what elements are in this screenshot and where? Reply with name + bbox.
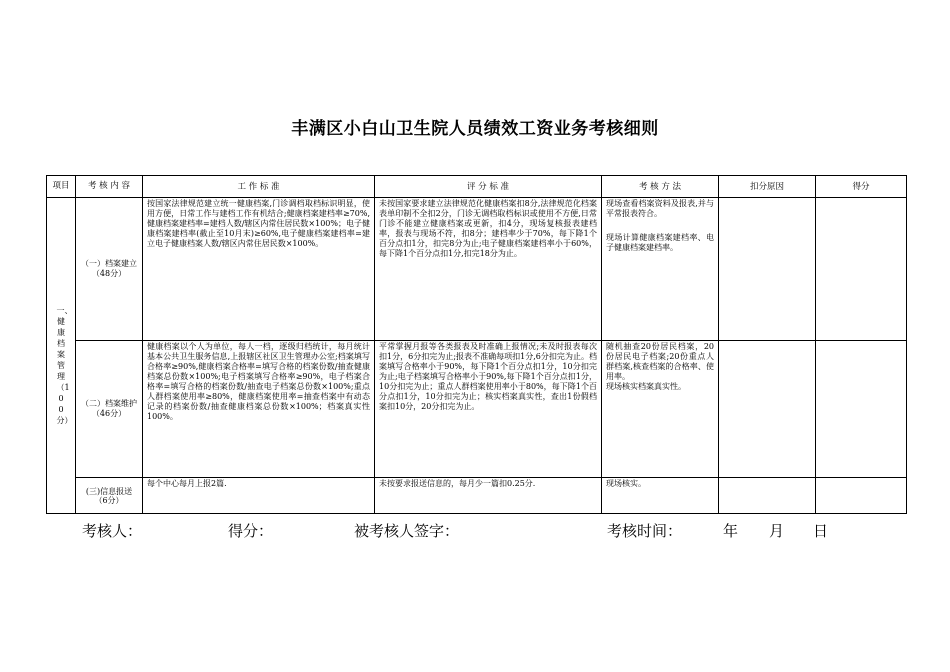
deduct-reason-cell[interactable] (719, 341, 816, 478)
scoring-cell: 未按要求报送信息的，每月少一篇扣0.25分. (375, 478, 602, 514)
content-cell: (三)信息报送（6分） (76, 478, 143, 514)
header-scoring: 评 分 标 准 (375, 176, 602, 198)
header-score: 得分 (816, 176, 907, 198)
method-text: 现场查看档案资料及报表,并与平常报表符合。 (606, 199, 714, 218)
deduct-reason-cell[interactable] (719, 478, 816, 514)
score-cell[interactable] (816, 198, 907, 341)
scoring-cell: 平常掌握月报等各类报表及时准确上报情况;未及时报表每次扣1分，6分扣完为止;报表不准确每项扣1分,6分扣完为止。档案填写合格率小于90%，每下降1个百分点扣1分，10分扣完为止;电子档案填写合格率小于90%,每下降1个百分点扣1分，10分扣完为止；重点人群档案使用率小于80%，每下降1个百分点扣1分，10分扣完为止；核实档案真实性，查出1份假档案扣10分，20分扣完为止。 (375, 341, 602, 478)
assessee-signature-label: 被考核人签字： (354, 522, 460, 540)
header-method: 考 核 方 法 (602, 176, 719, 198)
score-cell[interactable] (816, 341, 907, 478)
content-cell: （一）档案建立（48分） (76, 198, 143, 341)
category-cell (47, 198, 76, 514)
method-text: 现场核实。 (606, 479, 646, 488)
header-standard: 工 作 标 准 (143, 176, 375, 198)
method-cell (602, 478, 719, 514)
assessment-table (46, 175, 907, 514)
table-row (47, 341, 907, 478)
year-label: 年 (723, 522, 739, 540)
assessor-label: 考核人： (82, 522, 143, 540)
table-row (47, 198, 907, 341)
page-title: 丰满区小白山卫生院人员绩效工资业务考核细则 (291, 119, 659, 139)
signature-footer (0, 520, 950, 540)
method-text: 现场计算健康档案建档率、电子健康档案建档率。 (606, 233, 714, 252)
method-cell (602, 198, 719, 341)
deduct-reason-cell[interactable] (719, 198, 816, 341)
table-header-row (47, 176, 907, 198)
month-label: 月 (769, 522, 785, 540)
standard-cell: 按国家法律规范建立统一健康档案,门诊调档取档标识明显，使用方便，日常工作与建档工作有机结合;健康档案建档率≥70%,健康档案建档率=建档人数/辖区内常住居民数×100%；电子健康档案建档率(截止至10月末)≥60%,电子健康档案建档率=建立电子健康档案人数/辖区内常住居民数×100%。 (143, 198, 375, 341)
table-row (47, 478, 907, 514)
method-text: 现场核实档案真实性。 (606, 382, 686, 391)
standard-cell: 每个中心每月上报2篇. (143, 478, 375, 514)
header-item: 项目 (47, 176, 76, 198)
standard-cell: 健康档案以个人为单位，每人一档，逐级归档统计，每月统计基本公共卫生服务信息,上报辖区社区卫生管理办公室;档案填写合格率≥90%,健康档案合格率=填写合格的档案份数/抽查健康档案总份数×100%;电子档案填写合格率≥90%，电子档案合格率=填写合格的档案份数/抽查电子档案总份数×100%;重点人群档案使用率≥80%，健康档案使用率=抽查档案中有动态记录的档案份数/抽查健康档案总份数×100%；档案真实性100%。 (143, 341, 375, 478)
day-label: 日 (813, 522, 829, 540)
header-deduct-reason: 扣分原因 (719, 176, 816, 198)
score-label: 得分： (228, 522, 274, 540)
scoring-cell: 未按国家要求建立法律规范化健康档案扣8分,法律规范化档案表单印制不全扣2分，门诊无调档取档标识或使用不方便,日常门诊不能建立健康档案或更新，扣4分，现场复核报表建档率，报表与现场不符，扣8分；建档率少于70%，每下降1个百分点扣1分，扣完8分为止;电子健康档案建档率小于60%，每下降1个百分点扣1分,扣完18分为止。 (375, 198, 602, 341)
content-cell: （二）档案维护（46分） (76, 341, 143, 478)
header-content: 考 核 内 容 (76, 176, 143, 198)
method-cell (602, 341, 719, 478)
assessment-time-label: 考核时间： (607, 522, 683, 540)
category-label: 一、健康档案管理（100分） (56, 306, 73, 425)
score-cell[interactable] (816, 478, 907, 514)
method-text: 随机抽查20份居民档案，20份居民电子档案;20份重点人群档案,核查档案的合格率、使用率。 (606, 342, 714, 381)
